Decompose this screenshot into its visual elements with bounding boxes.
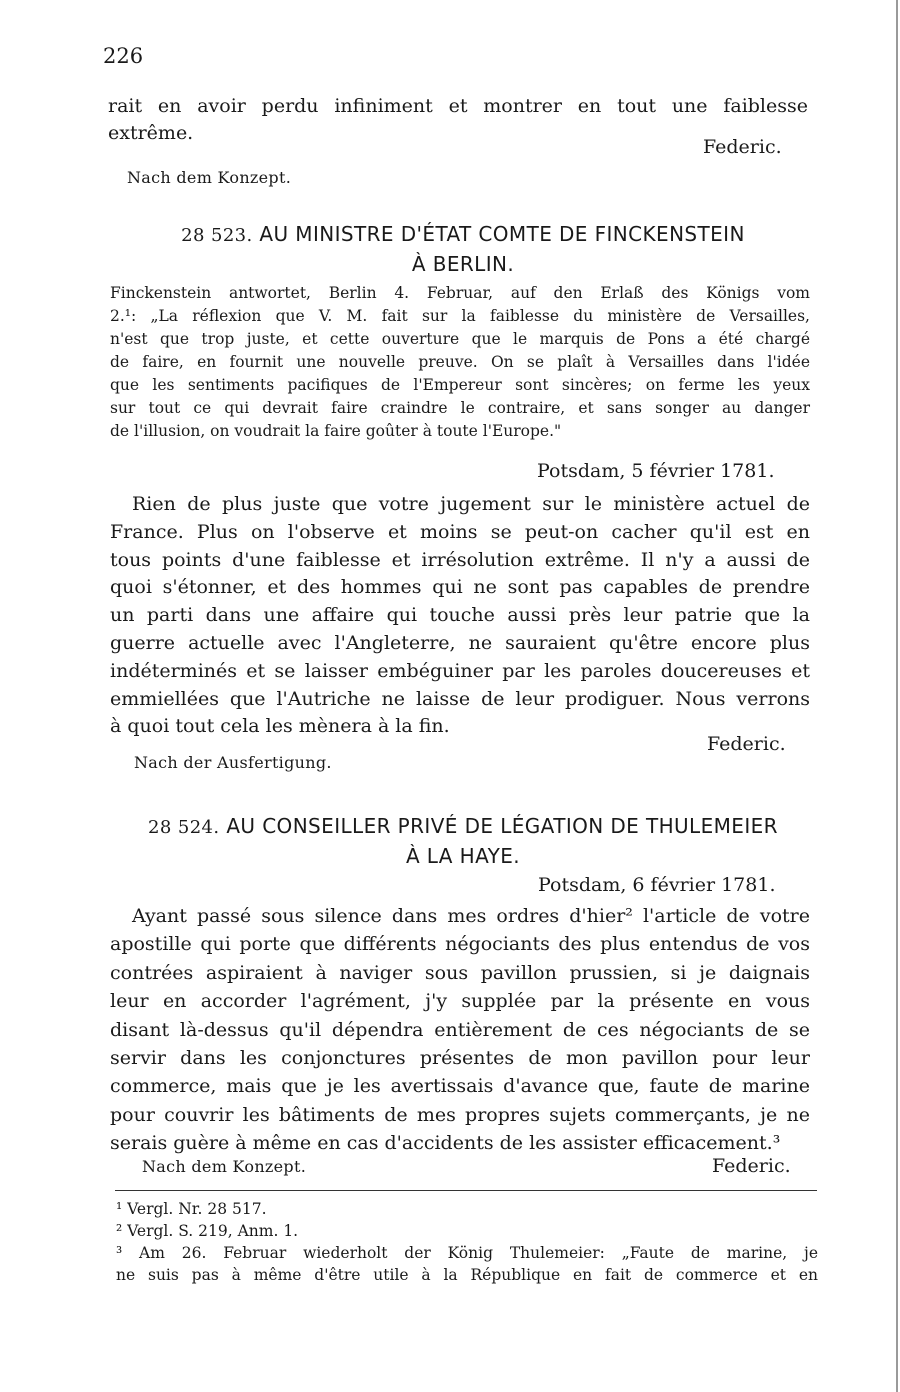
- body-line: emmiellées que l'Autriche ne laisse de leur prodiguer. Nous verrons: [110, 687, 810, 710]
- body-line: pour couvrir les bâtiments de mes propres sujets commerçants, je ne: [110, 1103, 810, 1126]
- letter-2-signature: Federic.: [712, 1155, 791, 1177]
- body-line: France. Plus on l'observe et moins se peut-on cacher qu'il est en: [110, 520, 810, 543]
- letter-2-body: [110, 902, 810, 1158]
- scan-edge: [896, 0, 898, 1392]
- regest-line: de faire, en fournit une nouvelle preuve. On se plaît à Versailles dans l'idée: [110, 353, 810, 371]
- body-line: à quoi tout cela les mènera à la fin.: [110, 715, 450, 738]
- body-line: serais guère à même en cas d'accidents de les assister efficacement.³: [110, 1132, 781, 1155]
- letter-2-number: 28 524.: [148, 817, 220, 838]
- footnote-3: ³ Am 26. Februar wiederholt der König Thulemeier: „Faute de marine, je: [116, 1244, 818, 1262]
- regest-line: Finckenstein antwortet, Berlin 4. Februar, auf den Erlaß des Königs vom: [110, 284, 810, 302]
- footnote-rule: [115, 1190, 817, 1191]
- body-line: contrées aspiraient à naviger sous pavillon prussien, si je daignais: [110, 961, 810, 984]
- letter-1-number: 28 523.: [181, 225, 253, 246]
- intro-signature: Federic.: [703, 136, 782, 158]
- letter-1-regest: [110, 282, 810, 443]
- letter-2-heading-line-1: AU CONSEILLER PRIVÉ DE LÉGATION DE THULEMEIER: [226, 814, 778, 838]
- letter-2-heading-line-2: À LA HAYE.: [405, 844, 521, 868]
- footnotes: [116, 1198, 818, 1286]
- body-line: tous points d'une faiblesse et irrésolution extrême. Il n'y a aussi de: [110, 548, 810, 571]
- body-line: leur en accorder l'agrément, j'y supplée par la présente en vous: [110, 990, 810, 1013]
- letter-1-date: Potsdam, 5 février 1781.: [537, 460, 775, 482]
- letter-1-signature: Federic.: [707, 733, 786, 755]
- letter-1-heading-line-2: À BERLIN.: [411, 252, 515, 276]
- intro-line-1: rait en avoir perdu infiniment et montrer en tout une faiblesse: [108, 95, 808, 117]
- body-line: commerce, mais que je les avertissais d'avance que, faute de marine: [110, 1075, 810, 1098]
- body-line: indéterminés et se laisser embéguiner par les paroles doucereuses et: [110, 659, 810, 682]
- body-line: guerre actuelle avec l'Angleterre, ne sauraient qu'être encore plus: [110, 631, 810, 654]
- regest-line: sur tout ce qui devrait faire craindre le contraire, et sans songer au danger: [110, 399, 810, 417]
- letter-2-source-note: Nach dem Konzept.: [142, 1157, 307, 1176]
- intro-source-note: Nach dem Konzept.: [127, 168, 292, 187]
- letter-1-source-note: Nach der Ausfertigung.: [134, 753, 332, 772]
- body-line: apostille qui porte que différents négociants des plus entendus de vos: [110, 933, 810, 956]
- letter-1-body: [110, 491, 810, 741]
- body-line: servir dans les conjonctures présentes de mon pavillon pour leur: [110, 1047, 810, 1070]
- letter-2-heading: [118, 812, 808, 870]
- regest-line: que les sentiments pacifiques de l'Empereur sont sincères; on ferme les yeux: [110, 376, 810, 394]
- regest-line: de l'illusion, on voudrait la faire goûter à toute l'Europe.": [110, 422, 562, 440]
- body-line: un parti dans une affaire qui touche aussi près leur patrie que la: [110, 604, 810, 627]
- body-line: disant là-dessus qu'il dépendra entièrement de ces négociants de se: [110, 1018, 810, 1041]
- page-number: 226: [103, 44, 144, 68]
- regest-line: 2.¹: „La réflexion que V. M. fait sur la faiblesse du ministère de Versailles,: [110, 307, 810, 325]
- body-line: quoi s'étonner, et des hommes qui ne sont pas capables de prendre: [110, 576, 810, 599]
- footnote-1: ¹ Vergl. Nr. 28 517.: [116, 1200, 267, 1218]
- regest-line: n'est que trop juste, et cette ouverture que le marquis de Pons a été chargé: [110, 330, 810, 348]
- letter-1-heading: [118, 220, 808, 278]
- footnote-3-continued: ne suis pas à même d'être utile à la République en fait de commerce et en: [116, 1266, 818, 1284]
- letter-1-heading-line-1: AU MINISTRE D'ÉTAT COMTE DE FINCKENSTEIN: [259, 222, 745, 246]
- intro-line-2: extrême.: [108, 122, 194, 144]
- body-line: Rien de plus juste que votre jugement sur le ministère actuel de: [132, 493, 810, 515]
- letter-2-date: Potsdam, 6 février 1781.: [538, 874, 776, 896]
- body-line: Ayant passé sous silence dans mes ordres d'hier² l'article de votre: [132, 905, 810, 927]
- footnote-2: ² Vergl. S. 219, Anm. 1.: [116, 1222, 299, 1240]
